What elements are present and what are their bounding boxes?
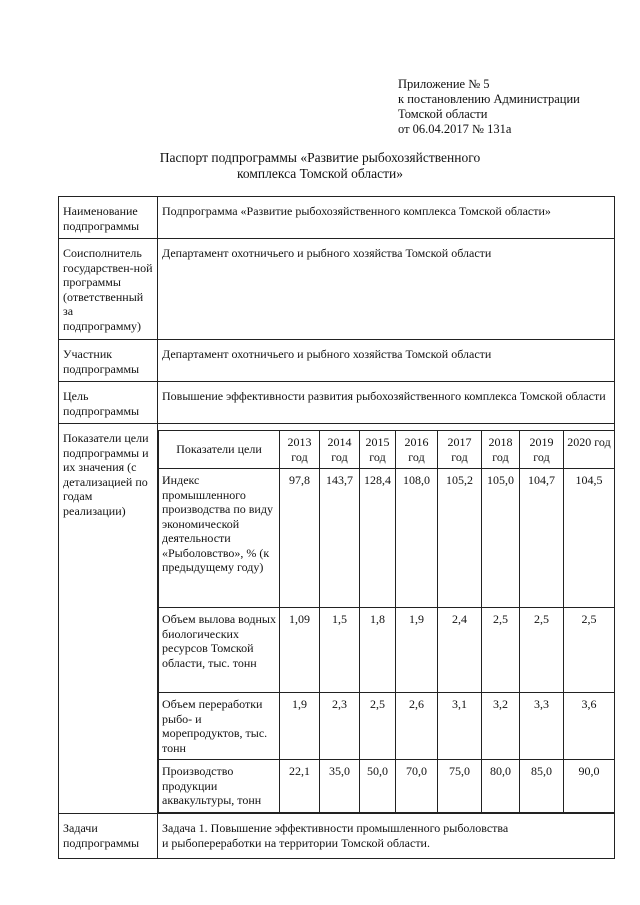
tasks-value	[158, 814, 615, 859]
indicators-table	[158, 430, 615, 813]
indicator-label: Объем вылова водных биологических ресурсов Томской области, тыс. тонн	[159, 608, 280, 693]
coexec-label: Соисполнитель государствен-ной программы (ответственный за подпрограмму)	[59, 239, 158, 340]
indicator-value: 108,0	[396, 469, 438, 608]
indicator-label: Индекс промышленного производства по виду экономической деятельности «Рыболовство», % (к предыдущему году)	[159, 469, 280, 608]
name-label: Наименование подпрограммы	[59, 197, 158, 239]
document-title-line2: комплекса Томской области»	[237, 166, 403, 181]
tasks-line2: и рыбопереработки на территории Томской области.	[162, 835, 430, 850]
indicator-value: 85,0	[520, 760, 564, 813]
name-value: Подпрограмма «Развитие рыбохозяйственного комплекса Томской области»	[158, 197, 615, 239]
indicator-value: 1,9	[280, 693, 320, 760]
indicator-value: 2,5	[482, 608, 520, 693]
indicator-value: 35,0	[320, 760, 360, 813]
indicator-value: 1,9	[396, 608, 438, 693]
indicator-value: 80,0	[482, 760, 520, 813]
indicator-value: 105,2	[438, 469, 482, 608]
indicator-value: 2,6	[396, 693, 438, 760]
participant-label: Участник подпрограммы	[59, 340, 158, 382]
indicator-value: 1,5	[320, 608, 360, 693]
indicator-value: 90,0	[564, 760, 615, 813]
indicator-value: 2,5	[564, 608, 615, 693]
year-header: 2014 год	[320, 431, 360, 469]
passport-table	[58, 196, 615, 859]
row-tasks	[59, 814, 615, 859]
indicator-value: 2,4	[438, 608, 482, 693]
row-indicators	[59, 424, 615, 814]
indicator-label: Производство продукции аквакультуры, тонн	[159, 760, 280, 813]
coexec-value: Департамент охотничьего и рыбного хозяйства Томской области	[158, 239, 615, 340]
indicator-value: 22,1	[280, 760, 320, 813]
row-name	[59, 197, 615, 239]
indicator-value: 70,0	[396, 760, 438, 813]
indicators-header-row	[159, 431, 615, 469]
indicator-row	[159, 608, 615, 693]
indicator-value: 105,0	[482, 469, 520, 608]
indicator-value: 97,8	[280, 469, 320, 608]
indicators-label: Показатели цели подпрограммы и их значения (с детализацией по годам реализации)	[59, 424, 158, 814]
year-header: 2016 год	[396, 431, 438, 469]
appendix-date-number: от 06.04.2017 № 131а	[398, 122, 512, 136]
indicator-value: 2,5	[360, 693, 396, 760]
appendix-region: Томской области	[398, 107, 488, 121]
indicator-value: 104,7	[520, 469, 564, 608]
indicators-cell	[158, 424, 615, 814]
year-header: 2019 год	[520, 431, 564, 469]
indicator-value: 75,0	[438, 760, 482, 813]
indicator-value: 128,4	[360, 469, 396, 608]
indicator-value: 3,6	[564, 693, 615, 760]
year-header: 2020 год	[564, 431, 615, 469]
tasks-line1: Задача 1. Повышение эффективности промышленного рыболовства	[162, 821, 509, 835]
row-goal	[59, 382, 615, 424]
appendix-number: Приложение № 5	[398, 77, 490, 91]
indicator-row	[159, 469, 615, 608]
indicator-value: 3,1	[438, 693, 482, 760]
indicator-value: 1,8	[360, 608, 396, 693]
indicator-row	[159, 693, 615, 760]
participant-value: Департамент охотничьего и рыбного хозяйства Томской области	[158, 340, 615, 382]
year-header: 2013 год	[280, 431, 320, 469]
indicators-header-label: Показатели цели	[159, 431, 280, 469]
indicator-row	[159, 760, 615, 813]
row-participant	[59, 340, 615, 382]
goal-label: Цель подпрограммы	[59, 382, 158, 424]
indicator-value: 104,5	[564, 469, 615, 608]
indicator-value: 2,5	[520, 608, 564, 693]
indicator-label: Объем переработки рыбо- и морепродуктов, тыс. тонн	[159, 693, 280, 760]
indicator-value: 143,7	[320, 469, 360, 608]
appendix-decree: к постановлению Администрации	[398, 92, 580, 106]
row-coexecutor	[59, 239, 615, 340]
indicator-value: 3,2	[482, 693, 520, 760]
indicator-value: 50,0	[360, 760, 396, 813]
year-header: 2018 год	[482, 431, 520, 469]
indicator-value: 1,09	[280, 608, 320, 693]
indicator-value: 3,3	[520, 693, 564, 760]
goal-value: Повышение эффективности развития рыбохозяйственного комплекса Томской области	[158, 382, 615, 424]
tasks-label: Задачи подпрограммы	[59, 814, 158, 859]
year-header: 2015 год	[360, 431, 396, 469]
document-title-line1: Паспорт подпрограммы «Развитие рыбохозяйственного	[159, 150, 481, 165]
indicator-value: 2,3	[320, 693, 360, 760]
year-header: 2017 год	[438, 431, 482, 469]
